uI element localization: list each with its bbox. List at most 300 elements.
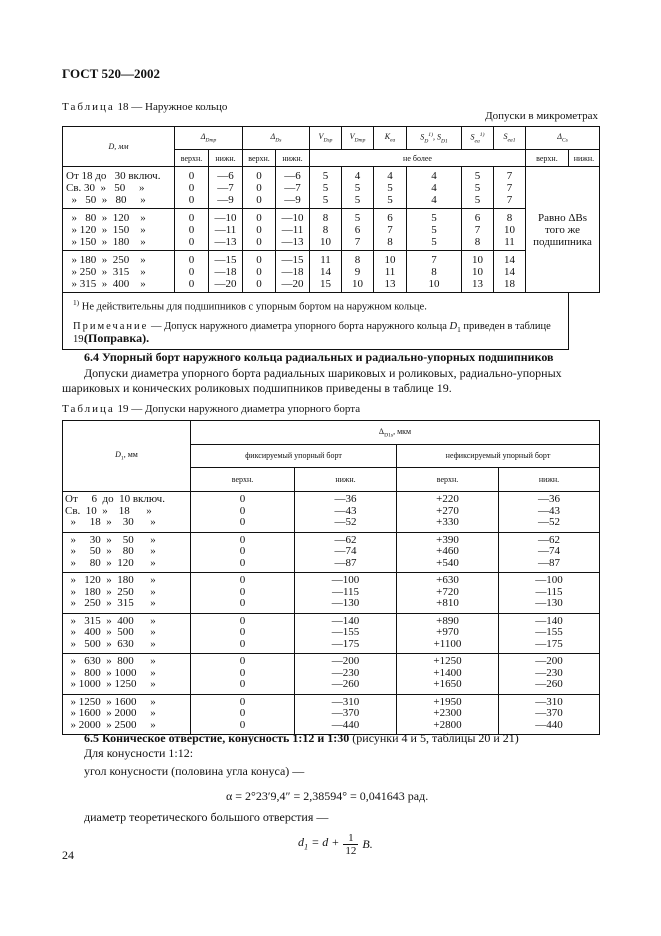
cell-dds-up [243,251,276,293]
cell-line: 5 [431,212,437,224]
sub-lower: нижн. [295,468,397,492]
cell-line: 8 [322,212,329,224]
cell-ddmp-lo [209,251,243,293]
cell-line: 0 [239,718,246,731]
cell-line: +1400 [433,666,462,679]
cell-line: » 120 » 150 » [66,224,146,236]
cell-line: —175 [331,637,360,650]
cell-line: 10 [504,224,515,236]
cell-line: —7 [284,182,301,194]
cell-line: 0 [256,266,262,278]
col-header-fixed: фиксируемый упорный борт [191,444,397,468]
cell-line: —175 [535,637,563,650]
cell-line: От 18 до 30 включ. [66,170,161,182]
cell-d1 [63,613,191,654]
cell-line: » 50 » 80 » [66,194,146,206]
table-row [63,492,600,533]
cell-line: —10 [214,212,237,224]
cell-line: » 120 » 180 » [65,574,156,586]
section-6-5-line1: Для конусности 1:12: [84,746,194,760]
col-header-sd: $S_D^{1)}$, $S_{D1}$ [407,127,462,150]
col-header-dcs: $\Delta_{Cs}$ [526,127,600,150]
cell-line: Св. 10 » 18 » [65,504,152,517]
cell-kea [374,209,407,251]
cell-vdmp [342,251,374,293]
equal-text-line: того же [545,224,580,236]
col-header-vdmp: $V_{Dmp}$ [342,127,374,150]
sub-lower: нижн. [499,468,600,492]
cell-n-up [397,694,499,735]
col-header-vdsp: $V_{Dsp}$ [310,127,342,150]
cell-line: 4 [431,182,437,194]
cell-dds-lo [276,251,310,293]
cell-line: » 250 » 315 » [66,266,146,278]
cell-line: 10 [428,278,440,290]
cell-line: 0 [256,170,262,182]
cell-line: +1950 [433,695,462,708]
cell-line: —440 [535,718,563,731]
cell-line: 0 [256,194,262,206]
cell-sea1 [494,251,526,293]
cell-f-up [191,613,295,654]
cell-line: —13 [214,236,237,248]
cell-line: 14 [504,254,515,266]
cell-line: 5 [322,194,329,206]
cell-dds-up [243,209,276,251]
cell-sd [407,251,462,293]
sub-upper: верхн. [243,150,276,167]
cell-line: —440 [331,718,360,731]
cell-line: —9 [284,194,301,206]
sub-lower: нижн. [568,150,599,167]
cell-line: 0 [256,236,262,248]
cell-line: 0 [239,637,246,650]
cell-line: 5 [431,224,437,236]
sub-no-more: не более [310,150,526,167]
cell-line: —310 [331,695,360,708]
cell-line: » 1000 » 1250 » [65,678,156,690]
cell-equal-bs [526,167,600,293]
cell-line: 8 [506,212,513,224]
cell-line: 5 [387,182,393,194]
table-row [63,209,600,251]
cell-f-up [191,532,295,573]
cell-line: —74 [538,545,560,557]
cell-vdsp [310,167,342,209]
cell-line: » 80 » 120 » [65,556,156,569]
cell-line: +2300 [433,707,462,719]
cell-line: +460 [436,545,459,557]
cell-f-lo [295,694,397,735]
cell-line: —100 [535,574,563,586]
cell-line: —130 [331,597,360,609]
cell-line: 15 [320,278,331,290]
cell-line: 8 [431,266,437,278]
page-number: 24 [62,848,74,862]
cell-line: 0 [239,626,246,638]
cell-line: +390 [436,533,459,546]
section-6-5-title-bold: 6.5 Коническое отверстие, конусность 1:12 и 1:30 [84,731,350,745]
sub-upper: верхн. [397,468,499,492]
cell-line: —43 [538,504,560,517]
cell-line: » 30 » 50 » [65,533,156,546]
cell-line: —62 [538,533,560,546]
cell-line: 5 [322,182,329,194]
cell-line: 0 [239,493,246,505]
cell-line: 11 [504,236,515,248]
cell-line: —370 [535,707,563,719]
cell-line: 0 [256,278,262,290]
cell-line: +720 [436,585,459,598]
cell-line: —370 [331,707,360,719]
table19-caption [62,403,360,415]
cell-line: 4 [431,170,437,182]
cell-n-lo [499,532,600,573]
cell-line: —20 [214,278,237,290]
cell-line: 0 [188,266,195,278]
table18-caption-text: 18 — Наружное кольцо [114,101,228,113]
cell-line: —200 [331,655,360,667]
cell-line: —155 [535,626,563,638]
cell-line: 0 [239,666,246,679]
cell-line: » 1250 » 1600 » [65,695,156,708]
cell-line: 5 [474,182,481,194]
cell-n-up [397,613,499,654]
cell-line: » 18 » 30 » [65,516,156,528]
cell-line: +1650 [433,678,462,690]
cell-line: 6 [474,212,481,224]
cell-line: 0 [239,614,246,627]
cell-d [63,251,175,293]
col-header-sea: $S_{ea}^{1)}$ [462,127,494,150]
cell-line: 5 [354,182,361,194]
equal-text-line: подшипника [533,236,592,248]
cell-line: +810 [436,597,459,609]
cell-line: —230 [331,666,360,679]
cell-vdsp [310,251,342,293]
cell-line: 0 [188,194,195,206]
cell-line: +330 [436,516,459,528]
cell-line: 0 [256,254,262,266]
cell-f-lo [295,573,397,614]
table19-caption-text: 19 — Допуски наружного диаметра упорного борта [114,403,361,415]
cell-line: —74 [334,545,357,557]
cell-f-up [191,573,295,614]
col-header-unfixed: нефиксируемый упорный борт [397,444,600,468]
col-header-d1: $D_1$, мм [63,421,191,492]
formula-d1-left: $d_1 = d$ + [298,835,340,852]
cell-ddmp-up [175,251,209,293]
cell-line: —87 [334,556,357,569]
table-row [63,573,600,614]
table18-note: Примечание — Допуск наружного диаметра упорного борта наружного кольца $D_1$ приведен в таблице 19. [63,317,569,350]
cell-d1 [63,694,191,735]
cell-line: —230 [535,666,563,679]
cell-line: +1250 [433,655,462,667]
col-header-d1s: $\Delta_{D1s}$, мкм [191,421,600,445]
table19 [62,420,600,735]
cell-line: —11 [214,224,237,236]
cell-d1 [63,532,191,573]
cell-line: 0 [239,655,246,667]
cell-line: 7 [431,254,437,266]
table18-caption [62,101,227,113]
cell-line: » 315 » 400 » [66,278,146,290]
cell-line: 10 [472,266,483,278]
cell-n-lo [499,492,600,533]
cell-line: —140 [331,614,360,627]
cell-ddmp-lo [209,209,243,251]
cell-d1 [63,492,191,533]
cell-line: 0 [239,545,246,557]
cell-line: » 180 » 250 » [66,254,146,266]
table-row [63,654,600,695]
cell-line: 0 [239,678,246,690]
cell-line: 4 [354,170,361,182]
cell-line: 13 [384,278,396,290]
cell-ddmp-lo [209,167,243,209]
cell-line: +270 [436,504,459,517]
cell-line: —115 [535,585,563,598]
document-header: ГОСТ 520—2002 [62,66,161,81]
cell-line: От 6 до 10 включ. [65,493,165,505]
cell-line: —140 [535,614,563,627]
cell-line: 0 [239,556,246,569]
cell-line: » 80 » 120 » [66,212,146,224]
cell-line: 0 [256,212,262,224]
col-header-dds: $\Delta_{Ds}$ [243,127,310,150]
table18 [62,126,600,350]
col-header-ddmp: $\Delta_{Dmp}$ [175,127,243,150]
cell-line: —310 [535,695,563,708]
cell-line: —200 [535,655,563,667]
sub-upper: верхн. [191,468,295,492]
cell-line: 4 [387,170,393,182]
cell-sd [407,209,462,251]
cell-f-lo [295,532,397,573]
sub-upper: верхн. [175,150,209,167]
cell-f-lo [295,492,397,533]
table-row [63,251,600,293]
sub-upper: верхн. [526,150,569,167]
cell-line: 7 [506,182,513,194]
cell-line: —260 [535,678,563,690]
cell-line: —20 [281,278,304,290]
table18-footnote: $^{1)}$ Не действительны для подшипников с упорным бортом на наружном кольце. [63,293,569,318]
col-header-kea: $K_{ea}$ [374,127,407,150]
cell-line: 5 [354,212,361,224]
cell-dds-lo [276,167,310,209]
cell-vdmp [342,209,374,251]
cell-line: » 800 » 1000 » [65,666,156,679]
cell-line: 0 [239,504,246,517]
cell-f-up [191,654,295,695]
table-row [63,532,600,573]
cell-line: 11 [320,254,331,266]
cell-f-up [191,694,295,735]
cell-line: 10 [320,236,331,248]
cell-vdsp [310,209,342,251]
cell-line: 0 [188,278,195,290]
cell-line: —87 [538,556,560,569]
cell-line: Св. 30 » 50 » [66,182,145,194]
cell-line: » 1600 » 2000 » [65,707,156,719]
cell-line: —7 [217,182,234,194]
cell-line: » 630 » 800 » [65,655,156,667]
table-row [63,694,600,735]
table18-caption-word: Таблица [62,101,115,113]
cell-dds-lo [276,209,310,251]
cell-line: » 400 » 500 » [65,626,156,638]
cell-line: 7 [506,170,513,182]
cell-line: +970 [436,626,459,638]
cell-line: » 315 » 400 » [65,614,156,627]
cell-line: 5 [431,236,437,248]
cell-kea [374,251,407,293]
cell-f-up [191,492,295,533]
fraction-numerator: 1 [348,832,354,845]
cell-n-up [397,492,499,533]
cell-line: 7 [387,224,393,236]
cell-line: —100 [331,574,360,586]
cell-line: 6 [387,212,393,224]
cell-line: —36 [538,493,560,505]
cell-line: 11 [384,266,396,278]
cell-line: +890 [436,614,459,627]
cell-line: 8 [322,224,329,236]
cell-line: 8 [474,236,481,248]
formula-d1-right: B. [362,837,373,852]
cell-d1 [63,654,191,695]
cell-line: +1100 [433,637,462,650]
cell-sd [407,167,462,209]
cell-line: —115 [331,585,360,598]
cell-line: —9 [217,194,234,206]
formula-d1 [298,824,373,865]
cell-line: —52 [334,516,357,528]
section-6-4-body-line1: Допуски диаметра упорного борта радиальных шариковых и роликовых, радиально-упорных [84,366,562,380]
cell-line: 14 [504,266,515,278]
cell-line: 5 [474,170,481,182]
col-header-d: D, мм [63,127,175,167]
cell-line: 8 [354,254,361,266]
cell-line: 0 [188,236,195,248]
formula-fraction [343,832,358,857]
cell-line: » 50 » 80 » [65,545,156,557]
cell-line: —155 [331,626,360,638]
cell-line: 0 [188,254,195,266]
cell-line: 0 [188,224,195,236]
cell-line: —18 [214,266,237,278]
cell-line: 5 [474,194,481,206]
cell-n-up [397,654,499,695]
cell-line: —43 [334,504,357,517]
cell-line: 7 [474,224,481,236]
cell-sea1 [494,209,526,251]
cell-line: 10 [472,254,483,266]
cell-line: —130 [535,597,563,609]
section-6-5-line2: угол конусности (половина угла конуса) — [84,764,305,778]
cell-line: 0 [239,533,246,546]
table-row [63,613,600,654]
cell-line: » 250 » 315 » [65,597,156,609]
cell-line: 6 [354,224,361,236]
cell-line: » 180 » 250 » [65,585,156,598]
cell-line: 5 [354,194,361,206]
cell-sea [462,209,494,251]
cell-line: 18 [504,278,515,290]
cell-line: 7 [506,194,513,206]
cell-line: 14 [320,266,331,278]
cell-line: +2800 [433,718,462,731]
cell-line: 0 [256,182,262,194]
cell-line: —260 [331,678,360,690]
cell-line: 5 [387,194,393,206]
cell-line: 0 [239,597,246,609]
cell-line: —52 [538,516,560,528]
sub-lower: нижн. [276,150,310,167]
cell-dds-up [243,167,276,209]
cell-line: —15 [214,254,237,266]
cell-line: +630 [436,574,459,586]
cell-line: —11 [281,224,304,236]
fraction-denominator: 12 [345,845,357,858]
cell-line: 9 [354,266,361,278]
cell-kea [374,167,407,209]
cell-line: 4 [431,194,437,206]
cell-line: 0 [239,516,246,528]
cell-line: 0 [188,212,195,224]
correction-text: (Поправка). [84,331,150,345]
cell-line: 13 [472,278,483,290]
cell-line: » 150 » 180 » [66,236,146,248]
section-6-5-title-rest: (рисунки 4 и 5, таблицы 20 и 21) [349,731,519,745]
cell-line: —18 [281,266,304,278]
cell-line: 0 [239,707,246,719]
cell-line: 7 [354,236,361,248]
cell-vdmp [342,167,374,209]
cell-line: +220 [436,493,459,505]
cell-n-lo [499,694,600,735]
cell-f-lo [295,654,397,695]
cell-line: 0 [188,170,195,182]
cell-n-lo [499,573,600,614]
section-6-4-title: 6.4 Упорный борт наружного кольца радиальных и радиально-упорных подшипников [84,350,554,364]
cell-line: —13 [281,236,304,248]
cell-d [63,167,175,209]
section-6-5-line3: диаметр теоретического большого отверстия — [84,810,329,824]
formula-alpha: α = 2°23′9,4″ = 2,38594° = 0,041643 рад. [226,789,429,803]
cell-line: 0 [188,182,195,194]
table19-caption-word: Таблица [62,403,115,415]
cell-line: —62 [334,533,357,546]
sub-lower: нижн. [209,150,243,167]
cell-line: —10 [281,212,304,224]
cell-line: 5 [322,170,329,182]
cell-sea [462,167,494,209]
cell-n-up [397,532,499,573]
cell-line: —36 [334,493,357,505]
cell-line: 0 [256,224,262,236]
cell-line: 0 [239,585,246,598]
cell-line: +540 [436,556,459,569]
cell-sea [462,251,494,293]
cell-n-lo [499,613,600,654]
section-6-4-body-line2: шариковых и конических роликовых подшипников приведены в таблице 19. [62,381,452,395]
equal-text-line: Равно ΔBs [537,212,588,224]
cell-d1 [63,573,191,614]
cell-line: 10 [384,254,396,266]
